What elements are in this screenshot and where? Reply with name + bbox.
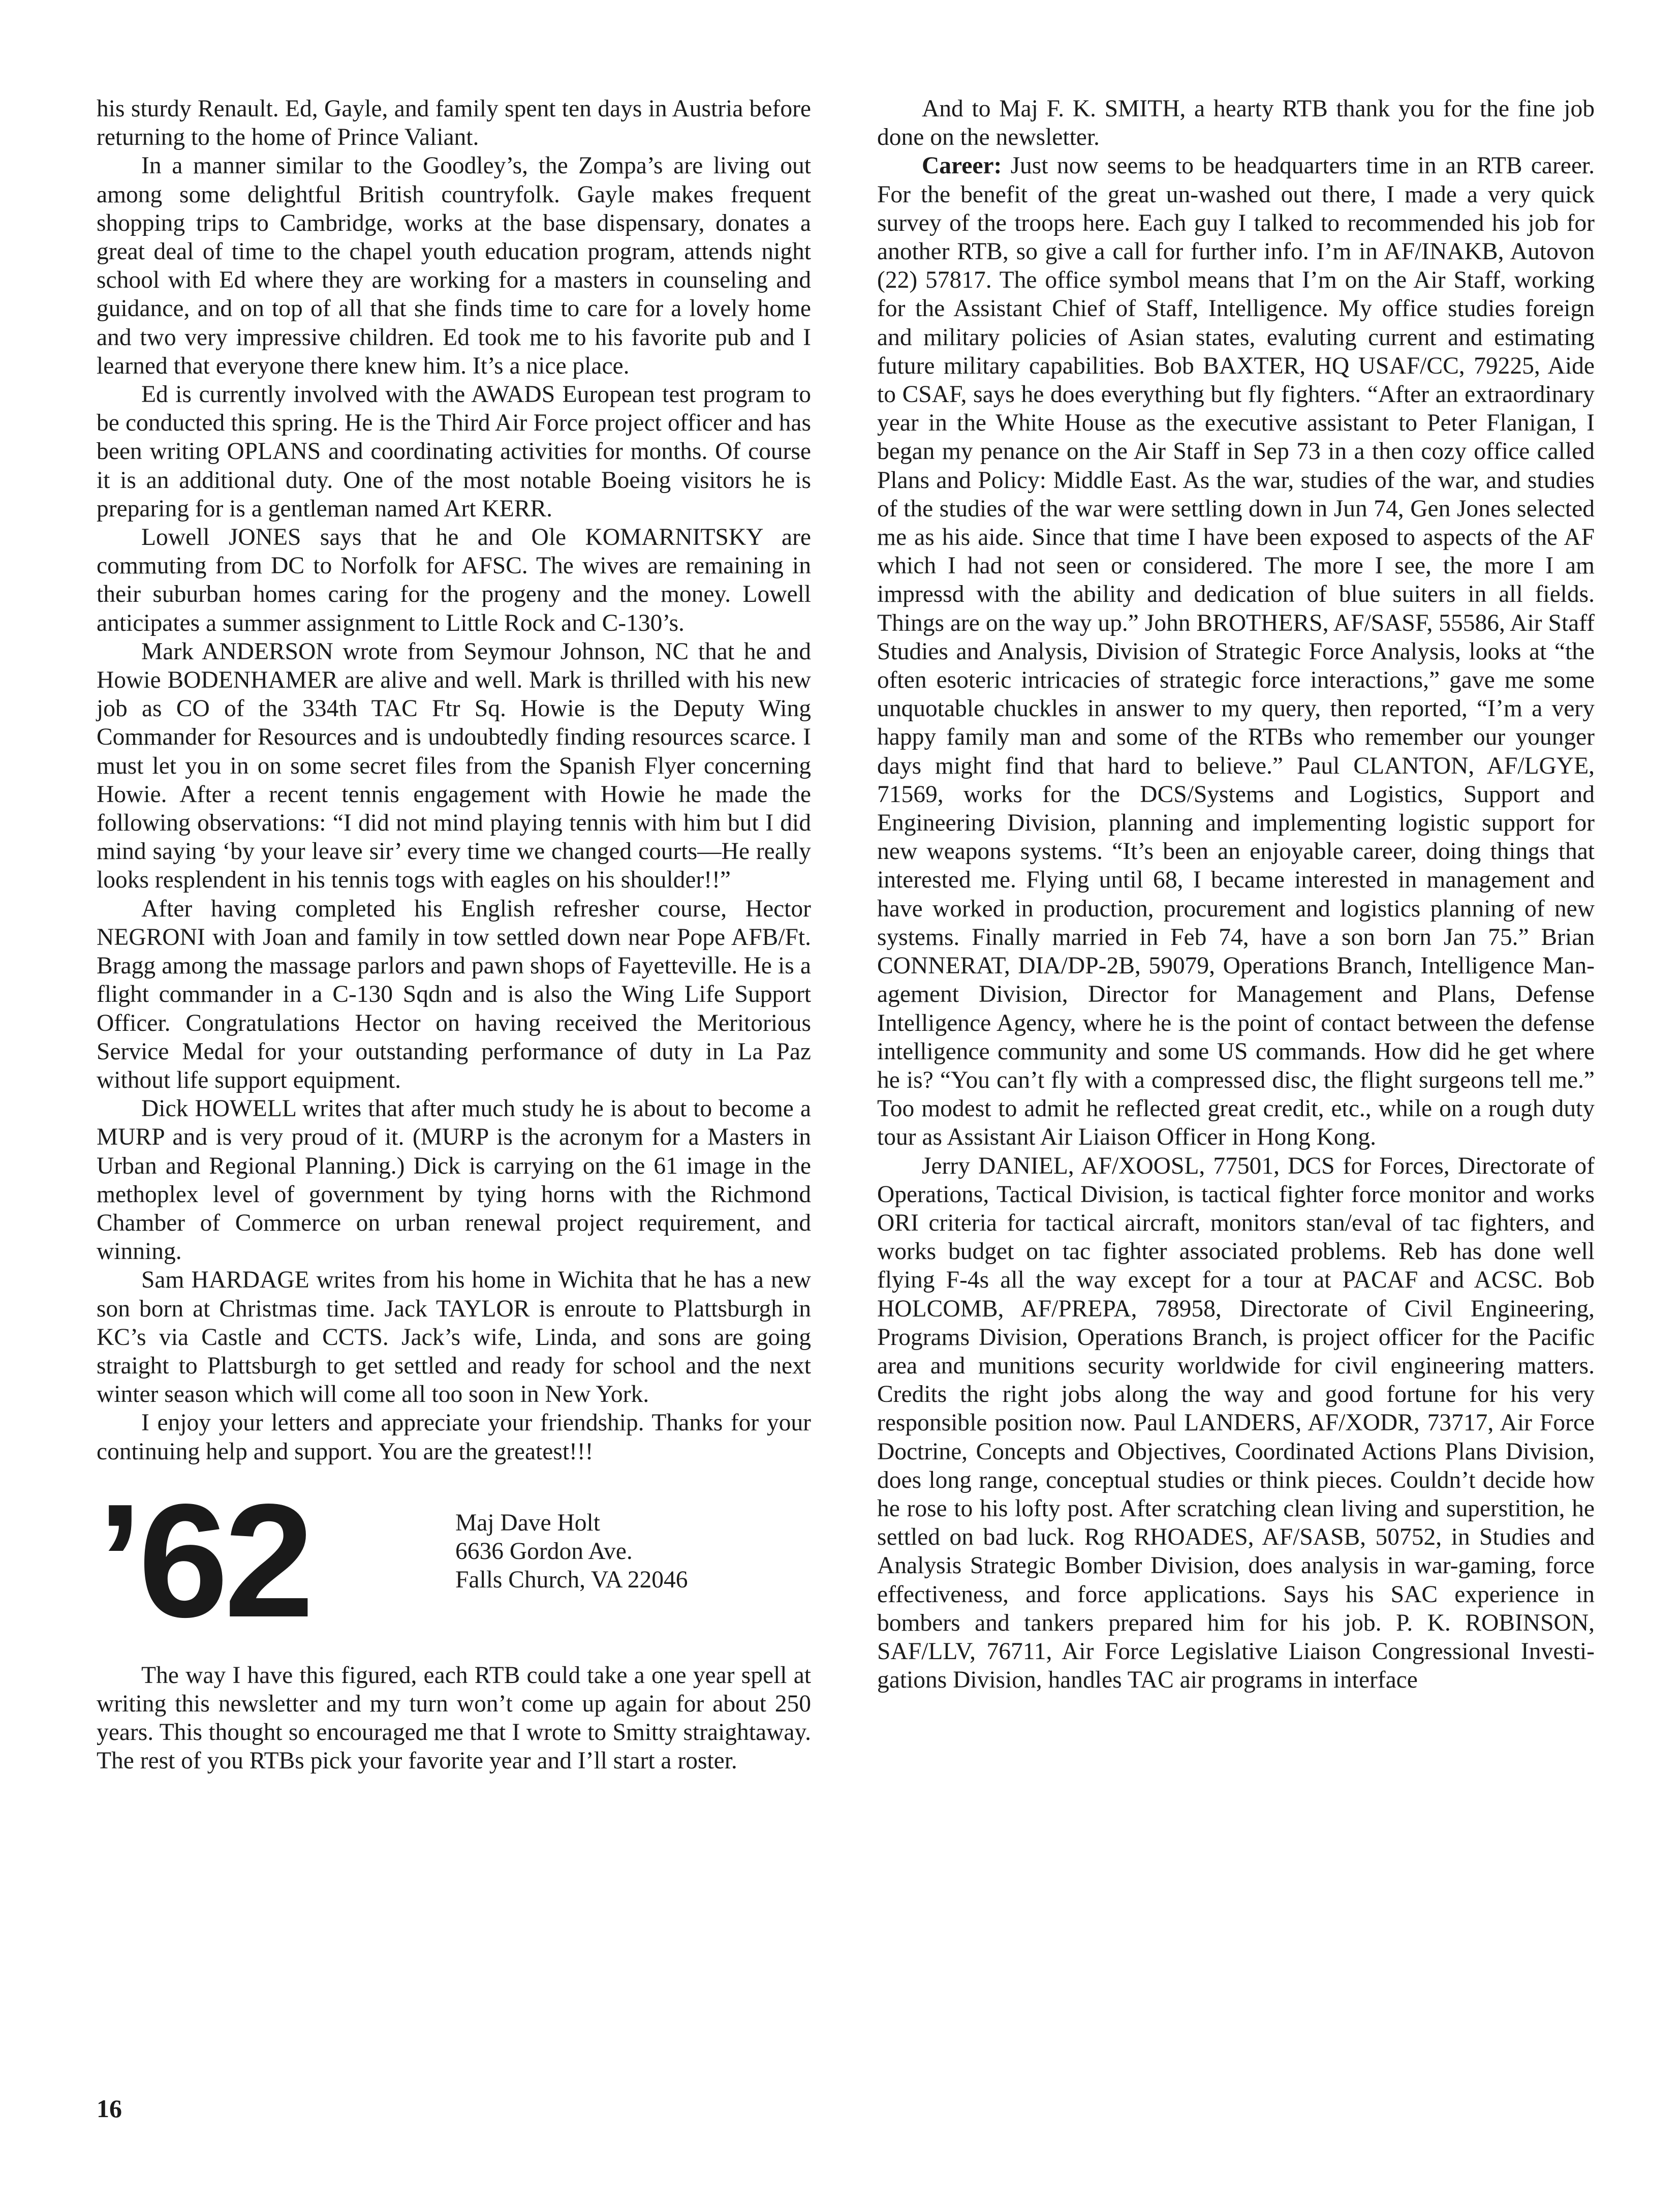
address-line: Maj Dave Holt	[455, 1509, 600, 1536]
paragraph: And to Maj F. K. SMITH, a hearty RTB thank you for the fine job done on the newsletter.	[877, 96, 1595, 151]
paragraph: Sam HARDAGE writes from his home in Wichita that he has a new son born at Christmas time. Jack TAYLOR is enroute to Plattsburgh in KC’s via Castle and CCTS. Jack’s wife, Linda, and sons are going straight to Plattsburgh to get settled and ready for school and the next winter season which will come all too soon in New York.	[97, 1267, 811, 1408]
paragraph: After having completed his English refresher course, Hector NEGRONI with Joan and family in tow settled down near Pope AFB/Ft. Bragg among the massage parlors and pawn shops of Fayetteville. He is a flight commander in a C-130 Sqdn and is also the Wing Life Support Officer. Congratulations Hector on having received the Meritorious Service Medal for your outstanding performance of duty in La Paz without life support equipment.	[97, 895, 811, 1093]
paragraph: Dick HOWELL writes that after much study he is about to become a MURP and is very proud of it. (MURP is the acronym for a Masters in Urban and Regional Planning.) Dick is carrying on the 61 image in the methoplex level of government by tying horns with the Richmond Chamber of Commerce on urban renewal project requirement, and winning.	[97, 1095, 811, 1265]
correspondent-address	[455, 1509, 688, 1595]
page-number: 16	[97, 2094, 122, 2123]
address-line: Falls Church, VA 22046	[455, 1567, 688, 1594]
class-year-numeral: ’62	[98, 1470, 310, 1651]
left-column	[97, 95, 811, 1776]
career-text: Just now seems to be headquarters time in an RTB career. For the benefit of the great un-washed out there, I made a very quick survey of the troops here. Each guy I talked to recommended his job for another RTB, so give a call for further info. I’m in AF/INAKB, Autovon (22) 57817. The office symbol means that I’m on the Air Staff, working for the Assistant Chief of Staff, Intelligence. My office studies foreign and military policies of Asian states, evaluting current and estimating future military capabilities. Bob BAXTER, HQ USAF/CC, 79225, Aide to CSAF, says he does everything but fly fighters. “After an extraordinary year in the White House as the executive assistant to Peter Flanigan, I began my penance on the Air Staff in Sep 73 in a then cozy office called Plans and Policy: Middle East. As the war, studies of the war, and studies of the studies of the war were settling down in Jun 74, Gen Jones selected me as his aide. Since that time I have been exposed to aspects of the AF which I had not seen or considered. The more I see, the more I am impressd with the ability and dedication of blue suiters in all fields. Things are on the way up.” John BROTHERS, AF/SASF, 55586, Air Staff Studies and Analysis, Division of Strategic Force Analysis, looks at “the often esoteric intricacies of strategic force interactions,” gave me some unquotable chuckles in answer to my query, then reported, “I’m a very happy family man and some of the RTBs who remember our younger days might find that hard to believe.” Paul CLANTON, AF/LGYE, 71569, works for the DCS/Systems and Logistics, Support and Engineering Division, planning and implementing logistic support for new weapons systems. “It’s been an enjoyable career, doing things that interested me. Flying until 68, I became interested in management and have worked in production, procurement and logistics planning of new systems. Finally married in Feb 74, have a son born Jan 75.” Brian CONNERAT, DIA/DP-2B, 59079, Operations Branch, Intelligence Management Division, Director for Management and Plans, Defense Intelligence Agency, where he is the point of contact between the defense intelligence community and some US commands. How did he get where he is? “You can’t fly with a compressed disc, the flight surgeons tell me.” Too modest to admit he reflected great credit, etc., while on a rough duty tour as Assistant Air Liaison Officer in Hong Kong.	[877, 152, 1595, 1151]
address-line: 6636 Gordon Ave.	[455, 1538, 633, 1565]
career-heading: Career:	[922, 152, 1002, 179]
paragraph: Ed is currently involved with the AWADS European test program to be conducted this spring. He is the Third Air Force project officer and has been writing OPLANS and coordinating activities for months. Of course it is an additional duty. One of the most notable Boeing visitors he is preparing for is a gentleman named Art KERR.	[97, 381, 811, 522]
career-paragraph	[877, 151, 1595, 1151]
paragraph: The way I have this figured, each RTB could take a one year spell at writing this newsletter and my turn won’t come up again for about 250 years. This thought so encouraged me that I wrote to Smitty straightaway. The rest of you RTBs pick your favorite year and I’ll start a roster.	[97, 1662, 811, 1775]
class-year-header	[97, 1470, 811, 1661]
right-column	[877, 95, 1595, 1694]
paragraph: Mark ANDERSON wrote from Seymour Johnson, NC that he and Howie BODENHAMER are alive and well. Mark is thrilled with his new job as CO of the 334th TAC Ftr Sq. Howie is the Deputy Wing Commander for Resources and is undoubtedly finding resources scarce. I must let you in on some secret files from the Spanish Flyer concerning Howie. After a recent tennis engagement with Howie he made the following observations: “I did not mind playing tennis with him but I did mind saying ‘by your leave sir’ every time we changed courts—He really looks resplendent in his tennis togs with eagles on his shoulder!!”	[97, 638, 811, 894]
paragraph: In a manner similar to the Goodley’s, the Zompa’s are living out among some delightful British countryfolk. Gayle makes frequent shopping trips to Cambridge, works at the base dispensary, donates a great deal of time to the chapel youth education program, attends night school with Ed where they are working for a masters in counseling and guidance, and on top of all that she finds time to care for a lovely home and two very impressive children. Ed took me to his favorite pub and I learned that everyone there knew him. It’s a nice place.	[97, 152, 811, 379]
paragraph: his sturdy Renault. Ed, Gayle, and family spent ten days in Austria before returning to the home of Prince Valiant.	[97, 96, 811, 151]
paragraph: Lowell JONES says that he and Ole KOMARNITSKY are commuting from DC to Norfolk for AFSC. The wives are remaining in their suburban homes caring for the progeny and the money. Lowell anticipates a summer assignment to Little Rock and C-130’s.	[97, 524, 811, 636]
paragraph: Jerry DANIEL, AF/XOOSL, 77501, DCS for Forces, Directorate of Operations, Tactical Division, is tactical fighter force monitor and works ORI criteria for tactical aircraft, monitors stan/eval of tac fighters, and works budget on tac fighter associated problems. Reb has done well flying F-4s all the way except for a tour at PACAF and ACSC. Bob HOLCOMB, AF/PREPA, 78958, Directorate of Civil Engineering, Programs Division, Operations Branch, is project officer for the Pacific area and munitions security worldwide for civil engineering matters. Credits the right jobs along the way and good fortune for his very responsible position now. Paul LANDERS, AF/XODR, 73717, Air Force Doctrine, Concepts and Objectives, Coordinated Actions Plans Division, does long range, conceptual studies or think pieces. Couldn’t decide how he rose to his lofty post. After scratching clean living and superstition, he settled on bad luck. Rog RHOADES, AF/SASB, 50752, in Studies and Analysis Strategic Bomber Division, does analysis in war-gaming, force effectiveness, and force applications. Says his SAC experience in bombers and tankers prepared him for his job. P. K. ROBINSON, SAF/LLV, 76711, Air Force Legislative Liaison Congressional Investigations Division, handles TAC air programs in interface	[877, 1152, 1595, 1694]
paragraph: I enjoy your letters and appreciate your friendship. Thanks for your continuing help and support. You are the greatest!!!	[97, 1410, 811, 1465]
